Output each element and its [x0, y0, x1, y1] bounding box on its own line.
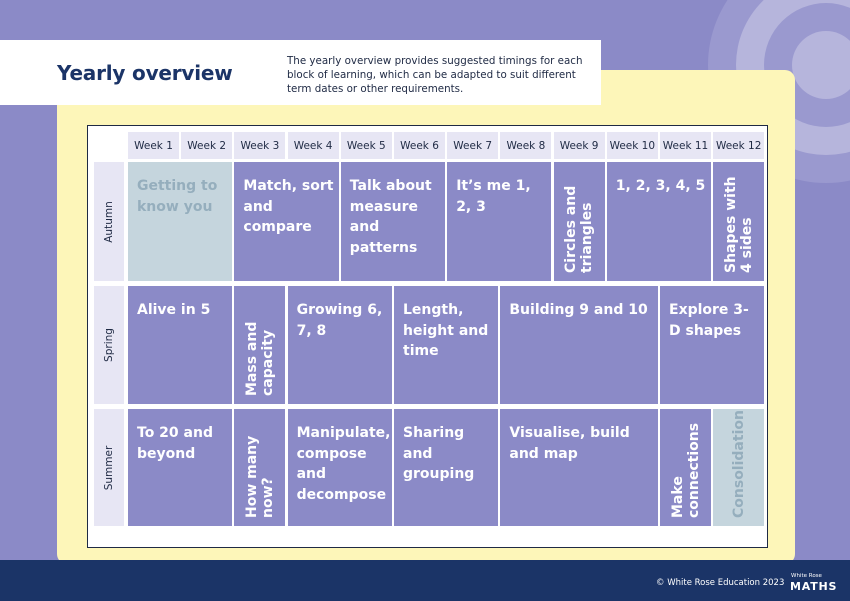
autumn-block-6: [607, 162, 711, 281]
term-label-spring: [94, 286, 124, 404]
spring-block-2: [234, 286, 285, 404]
week-header-5: Week 5: [341, 132, 392, 159]
week-header-11: Week 11: [660, 132, 711, 159]
block-label: Talk about measure and patterns: [349, 178, 432, 256]
autumn-block-7: [713, 162, 764, 281]
autumn-block-4: [447, 162, 551, 281]
autumn-block-3: [341, 162, 445, 281]
summer-block-6: [660, 409, 711, 526]
block-label: Building 9 and 10: [509, 302, 648, 318]
block-label: Manipulate, compose and decompose: [296, 425, 391, 503]
summer-block-5: [500, 409, 657, 526]
summer-block-3: [288, 409, 392, 526]
week-header-4: Week 4: [288, 132, 339, 159]
spring-block-3: [288, 286, 392, 404]
term-label-autumn: [94, 162, 124, 281]
term-label-text: Spring: [103, 328, 115, 362]
week-header-10: Week 10: [607, 132, 658, 159]
block-label: Match, sort and compare: [243, 178, 334, 235]
summer-block-4: [394, 409, 498, 526]
block-label: Explore 3-D shapes: [669, 302, 749, 339]
block-label: Sharing and grouping: [403, 425, 475, 482]
spring-block-1: [128, 286, 232, 404]
week-header-7: Week 7: [447, 132, 498, 159]
block-label: Mass and capacity: [243, 321, 276, 396]
block-label: How many now?: [243, 435, 276, 518]
spring-block-5: [500, 286, 657, 404]
block-label: It’s me 1, 2, 3: [456, 178, 531, 215]
term-label-text: Summer: [103, 445, 115, 490]
week-header-9: Week 9: [554, 132, 605, 159]
block-label: Circles and triangles: [563, 185, 596, 273]
block-label: Getting to know you: [137, 178, 218, 215]
block-label: To 20 and beyond: [137, 425, 213, 462]
logo-small-text: White Rose: [791, 573, 822, 579]
block-label: Visualise, build and map: [509, 425, 630, 462]
week-header-2: Week 2: [181, 132, 232, 159]
block-label: Consolidation: [730, 410, 747, 518]
block-label: Alive in 5: [137, 302, 211, 318]
term-label-text: Autumn: [103, 200, 115, 243]
autumn-block-5: [554, 162, 605, 281]
block-label: 1, 2, 3, 4, 5: [615, 178, 706, 194]
block-label: Shapes with 4 sides: [722, 176, 755, 273]
week-header-12: Week 12: [713, 132, 764, 159]
autumn-block-2: [234, 162, 338, 281]
summer-block-7: [713, 409, 764, 526]
week-header-3: Week 3: [234, 132, 285, 159]
week-header-1: Week 1: [128, 132, 179, 159]
page-title: Yearly overview: [57, 61, 233, 85]
block-label: Growing 6, 7, 8: [296, 302, 383, 339]
summer-block-2: [234, 409, 285, 526]
white-rose-maths-logo: MATHS: [790, 580, 838, 593]
week-header-8: Week 8: [500, 132, 551, 159]
copyright-text: © White Rose Education 2023: [656, 578, 785, 588]
block-label: Length, height and time: [403, 302, 489, 359]
summer-block-1: [128, 409, 232, 526]
term-label-summer: [94, 409, 124, 526]
week-header-6: Week 6: [394, 132, 445, 159]
spring-block-6: [660, 286, 764, 404]
spring-block-4: [394, 286, 498, 404]
block-label: Make connections: [669, 422, 702, 518]
autumn-block-1: [128, 162, 232, 281]
intro-text: The yearly overview provides suggested timings for each block of learning, which can be adapted to suit different term dates or other requirements.: [287, 55, 583, 95]
